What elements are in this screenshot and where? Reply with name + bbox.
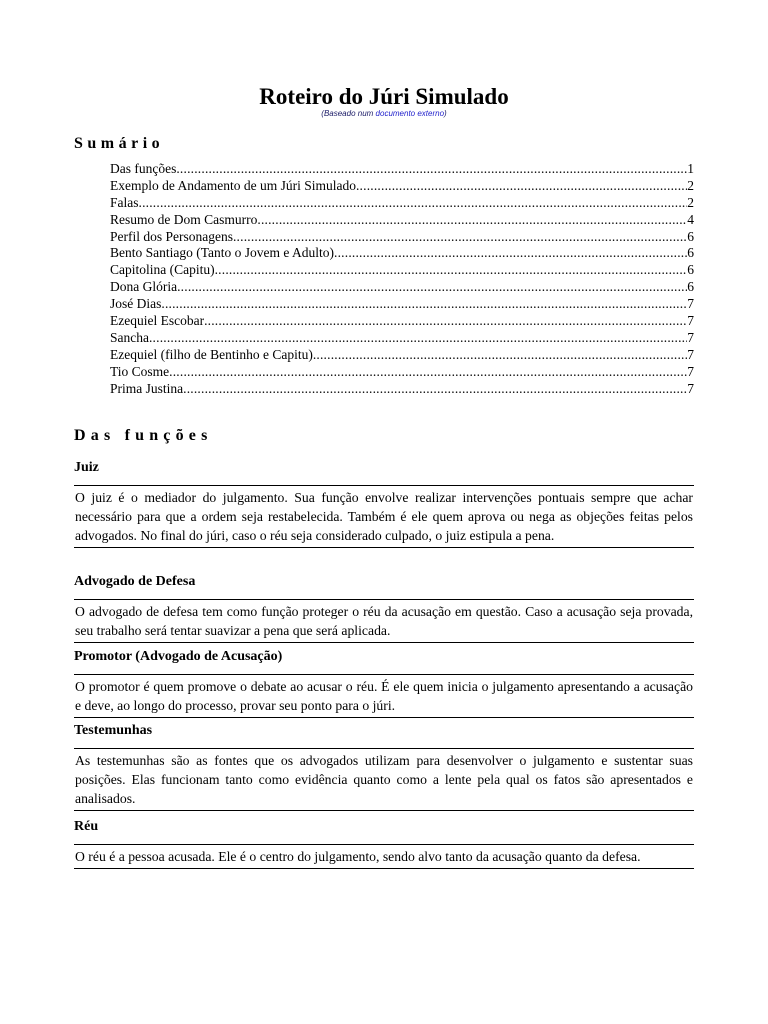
toc-entry-page: 7: [687, 380, 694, 396]
toc-entry-label: Falas: [110, 194, 139, 210]
toc-entry-page: 1: [687, 161, 694, 176]
toc-entry-page: 7: [687, 329, 694, 345]
toc-entry-label: Bento Santiago (Tanto o Jovem e Adulto): [110, 245, 335, 261]
role-name: Testemunhas: [74, 723, 153, 738]
role-section-testemunhas: [74, 722, 694, 811]
toc-entry[interactable]: [110, 364, 694, 381]
document-title: Roteiro do Júri Simulado: [259, 84, 509, 109]
toc-leader-dots: [176, 161, 687, 178]
toc-leader-dots: [161, 296, 687, 313]
role-name: Réu: [74, 819, 99, 834]
toc-entry-label: Exemplo de Andamento de um Júri Simulado: [110, 177, 356, 193]
toc-entry-page: 2: [687, 177, 694, 193]
toc-entry[interactable]: [110, 296, 694, 313]
toc-entry-label: Ezequiel Escobar: [110, 313, 205, 329]
role-description: O advogado de defesa tem como função proteger o réu da acusação em questão. Caso a acusação seja provada, seu trabalho será tentar suavizar a pena que será aplicada.: [74, 599, 694, 643]
toc-entry-page: 7: [687, 363, 694, 379]
toc-entry-page: 7: [687, 296, 694, 312]
toc-entry-label: Tio Cosme: [110, 363, 170, 379]
toc-entry[interactable]: [110, 279, 694, 296]
toc-entry-label: Perfil dos Personagens: [110, 228, 233, 244]
role-name: Promotor (Advogado de Acusação): [74, 649, 283, 664]
toc-entry-label: Sancha: [110, 329, 149, 345]
toc-entry[interactable]: [110, 381, 694, 398]
toc-entry[interactable]: [110, 245, 694, 262]
toc-leader-dots: [149, 330, 687, 347]
toc-leader-dots: [334, 245, 687, 262]
toc-entry-page: 7: [687, 346, 694, 362]
toc-leader-dots: [183, 381, 687, 398]
document-subtitle: [0, 109, 768, 119]
toc-entry[interactable]: [110, 178, 694, 195]
toc-entry[interactable]: [110, 229, 694, 246]
summary-heading: Sumário: [74, 135, 165, 152]
role-name: Advogado de Defesa: [74, 574, 196, 589]
toc-leader-dots: [169, 364, 687, 381]
toc-entry-label: Resumo de Dom Casmurro: [110, 211, 258, 227]
toc-entry-label: Dona Glória: [110, 279, 178, 295]
role-section-juiz: [74, 459, 694, 548]
subtitle-suffix: ): [444, 109, 447, 118]
toc-entry-page: 4: [687, 211, 694, 227]
toc-entry-label: Capitolina (Capitu): [110, 262, 215, 278]
toc-entry[interactable]: [110, 195, 694, 212]
role-description: O réu é a pessoa acusada. Ele é o centro do julgamento, sendo alvo tanto da acusação quanto da defesa.: [74, 844, 694, 869]
toc-leader-dots: [257, 212, 687, 229]
role-section-advogado-de-defesa: [74, 573, 694, 643]
toc-leader-dots: [215, 262, 688, 279]
toc-entry[interactable]: [110, 313, 694, 330]
toc-entry[interactable]: [110, 330, 694, 347]
toc-entry-page: 6: [687, 262, 694, 278]
functions-heading: Das funções: [74, 427, 213, 444]
external-document-link[interactable]: documento externo: [375, 109, 445, 118]
toc-entry[interactable]: [110, 161, 694, 178]
toc-entry-label: José Dias: [110, 296, 162, 312]
role-section-promotor: [74, 648, 694, 718]
toc-entry[interactable]: [110, 262, 694, 279]
toc-leader-dots: [204, 313, 687, 330]
table-of-contents: [110, 161, 694, 397]
role-name: Juiz: [74, 460, 99, 475]
toc-leader-dots: [139, 195, 688, 212]
toc-entry-page: 2: [687, 194, 694, 210]
toc-entry-page: 6: [687, 245, 694, 261]
toc-entry-label: Das funções: [110, 161, 177, 176]
toc-entry-page: 6: [687, 279, 694, 295]
toc-leader-dots: [177, 279, 687, 296]
toc-entry-page: 7: [687, 313, 694, 329]
toc-entry-label: Ezequiel (filho de Bentinho e Capitu): [110, 346, 313, 362]
toc-leader-dots: [313, 347, 687, 364]
toc-leader-dots: [233, 229, 687, 246]
toc-entry[interactable]: [110, 347, 694, 364]
role-description: O promotor é quem promove o debate ao acusar o réu. É ele quem inicia o julgamento apresentando a acusação e deve, ao longo do processo, provar seu ponto para o júri.: [74, 674, 694, 718]
role-description: As testemunhas são as fontes que os advogados utilizam para desenvolver o julgamento e sustentar suas posições. Elas funcionam tanto como evidência quanto como a lente pela qual os fatos são apresentados e analisados.: [74, 748, 694, 811]
toc-entry[interactable]: [110, 212, 694, 229]
role-section-reu: [74, 818, 694, 869]
subtitle-prefix: (Baseado num: [321, 109, 376, 118]
toc-entry-page: 6: [687, 228, 694, 244]
toc-entry-label: Prima Justina: [110, 380, 184, 396]
role-description: O juiz é o mediador do julgamento. Sua função envolve realizar intervenções pontuais sempre que achar necessário para que a ordem seja restabelecida. Também é ele quem aprova ou nega as objeções feitas pelos advogados. No final do júri, caso o réu seja considerado culpado, o juiz estipula a pena.: [74, 485, 694, 548]
toc-leader-dots: [356, 178, 687, 195]
